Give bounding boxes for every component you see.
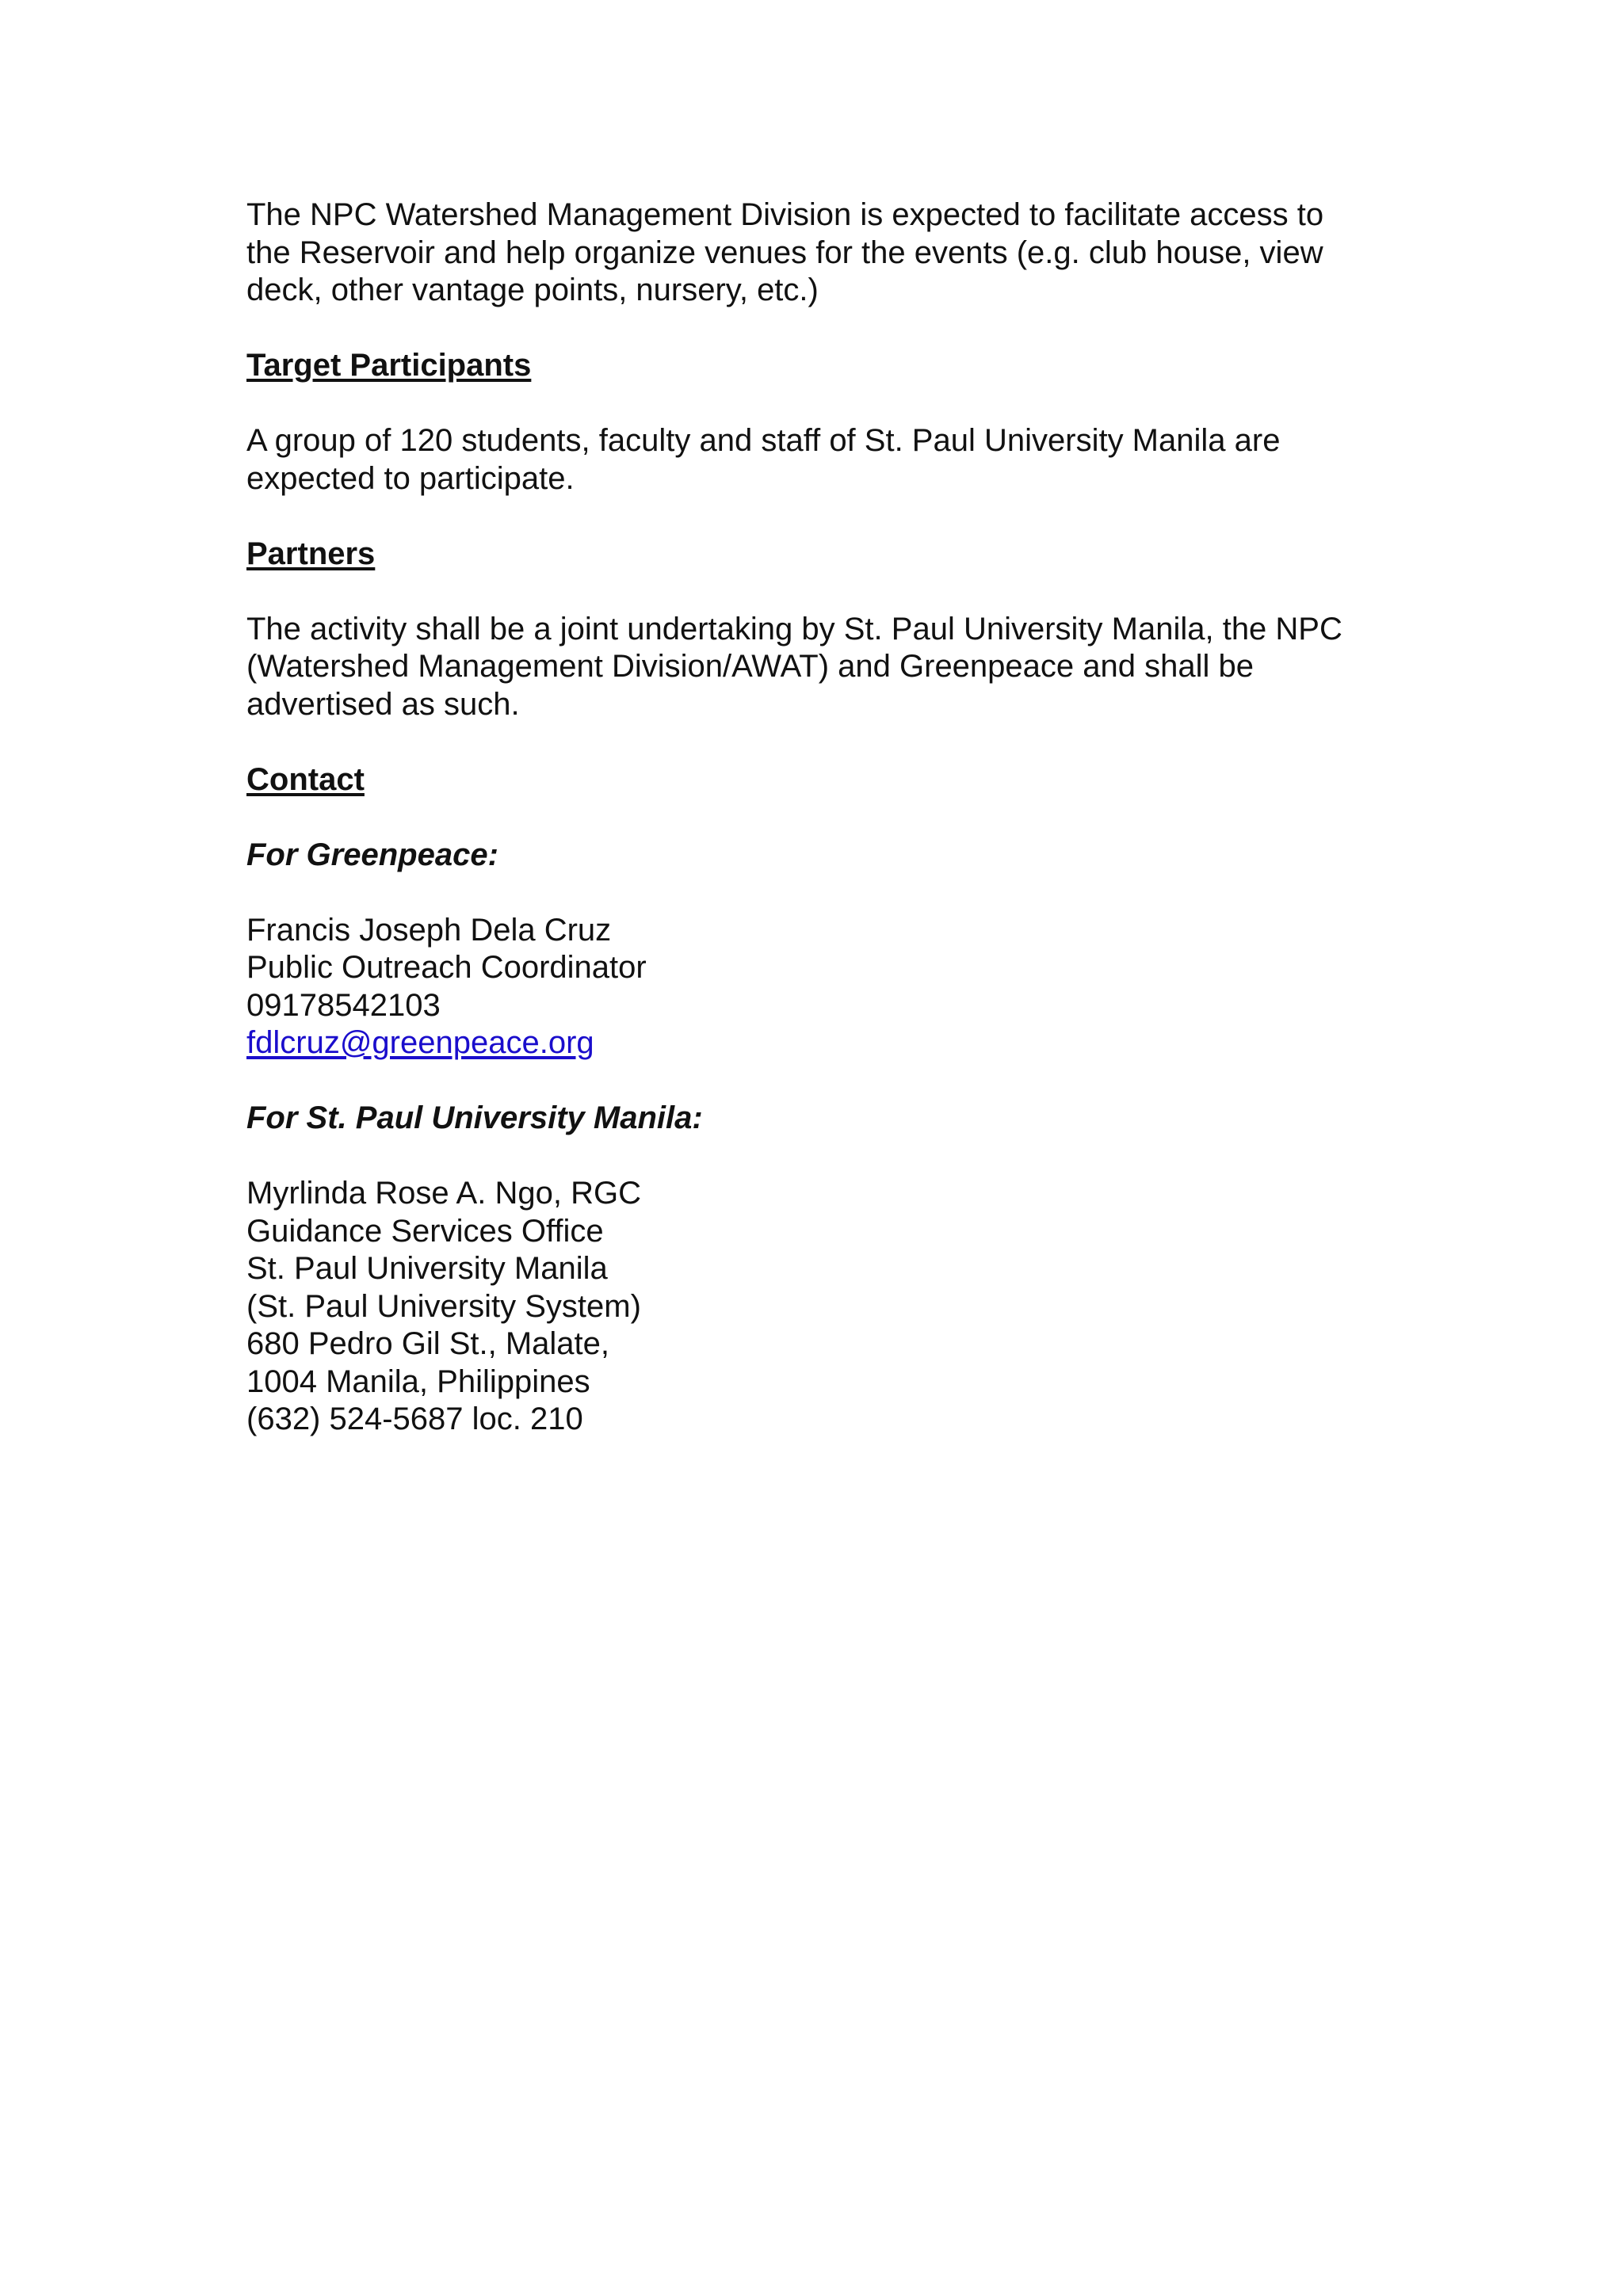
spu-contact-line: St. Paul University Manila	[246, 1251, 608, 1286]
spu-contact-line: 680 Pedro Gil St., Malate,	[246, 1326, 610, 1361]
greenpeace-contact-label: For Greenpeace:	[246, 837, 498, 872]
target-participants-paragraph	[246, 422, 1396, 498]
greenpeace-contact-phone: 09178542103	[246, 987, 441, 1023]
partners-heading: Partners	[246, 536, 376, 571]
spu-contact-line: Myrlinda Rose A. Ngo, RGC	[246, 1176, 641, 1211]
spu-contact-line: (632) 524-5687 loc. 210	[246, 1402, 583, 1436]
contact-heading: Contact	[246, 761, 365, 797]
greenpeace-email-link[interactable]: fdlcruz@greenpeace.org	[246, 1025, 594, 1060]
partners-line: (Watershed Management Division/AWAT) and Greenpeace and shall be	[246, 649, 1254, 684]
intro-line: The NPC Watershed Management Division is expected to facilitate access to	[246, 197, 1324, 232]
intro-line: the Reservoir and help organize venues for the events (e.g. club house, view	[246, 235, 1323, 270]
partners-line: The activity shall be a joint undertaking by St. Paul University Manila, the NPC	[246, 611, 1342, 646]
target-participants-line: A group of 120 students, faculty and staff of St. Paul University Manila are	[246, 423, 1281, 458]
greenpeace-contact-block	[246, 912, 1396, 1062]
intro-paragraph	[246, 196, 1396, 310]
partners-paragraph	[246, 611, 1396, 724]
intro-line: deck, other vantage points, nursery, etc.)	[246, 273, 819, 307]
target-participants-heading: Target Participants	[246, 348, 532, 383]
target-participants-line: expected to participate.	[246, 460, 575, 496]
spu-contact-line: Guidance Services Office	[246, 1213, 604, 1249]
greenpeace-contact-title: Public Outreach Coordinator	[246, 950, 647, 985]
spu-contact-line: (St. Paul University System)	[246, 1288, 641, 1324]
spu-contact-block	[246, 1175, 1396, 1439]
greenpeace-contact-name: Francis Joseph Dela Cruz	[246, 912, 612, 948]
spu-contact-label: For St. Paul University Manila:	[246, 1100, 703, 1135]
partners-line: advertised as such.	[246, 686, 520, 722]
spu-contact-line: 1004 Manila, Philippines	[246, 1363, 590, 1399]
document-body	[246, 196, 1396, 1476]
